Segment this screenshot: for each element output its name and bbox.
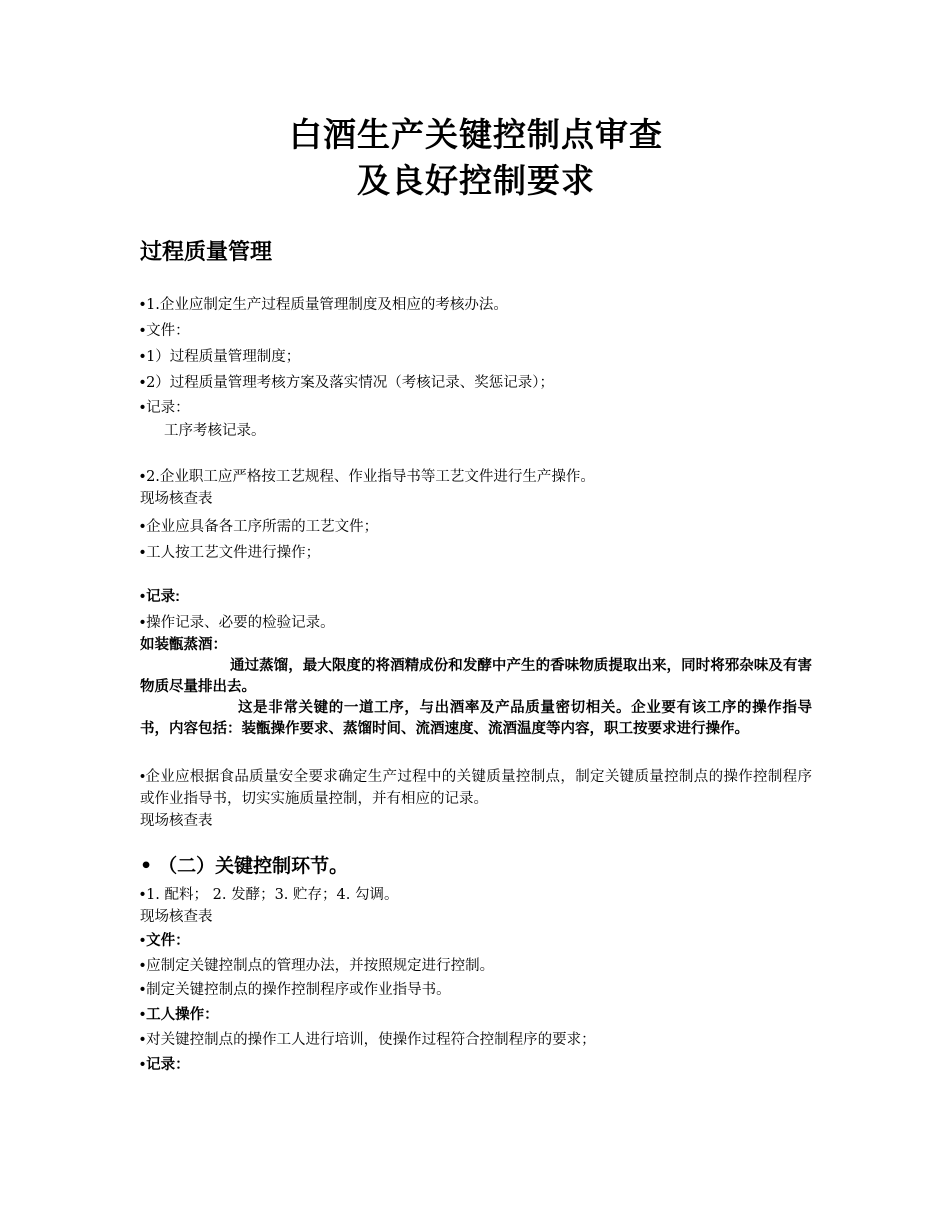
record-label: •记录:: [140, 589, 180, 605]
example-paragraph-1: 通过蒸馏，最大限度的将酒精成份和发酵中产生的香味物质提取出来，同时将邪杂味及有害物质尽量排出去。: [140, 658, 812, 695]
bullet-icon: •: [140, 887, 146, 903]
list-item: •1）过程质量管理制度；: [140, 349, 301, 365]
bullet-icon: •: [140, 323, 146, 339]
list-item: •工人按工艺文件进行操作；: [140, 545, 321, 561]
bullet-icon: •: [140, 469, 146, 485]
section-heading-key-control: • （二）关键控制环节。: [140, 855, 349, 877]
bullet-icon: •: [140, 1032, 146, 1048]
documents-label: •文件：: [140, 933, 190, 949]
list-item: •应制定关键控制点的管理办法，并按照规定进行控制。: [140, 958, 495, 974]
bullet-icon: •: [140, 589, 146, 605]
check-table-label: 现场核查表: [140, 491, 213, 507]
list-item: •企业应具备各工序所需的工艺文件；: [140, 519, 379, 535]
list-item: •1.企业应制定生产过程质量管理制度及相应的考核办法。: [140, 297, 508, 313]
bullet-icon: •: [140, 615, 146, 631]
document-page: [140, 112, 812, 1078]
bullet-icon: •: [140, 400, 146, 416]
list-item: •企业应根据食品质量安全要求确定生产过程中的关键质量控制点，制定关键质量控制点的操作控制程序或作业指导书，切实实施质量控制，并有相应的记录。: [140, 769, 812, 807]
list-item: •操作记录、必要的检验记录。: [140, 615, 335, 631]
bullet-icon: •: [140, 769, 146, 785]
section-heading-process-quality: 过程质量管理: [140, 240, 273, 265]
example-label: 如装甑蒸酒：: [140, 637, 227, 653]
title-line-1: 白酒生产关键控制点审查: [289, 115, 663, 154]
bullet-icon: •: [140, 982, 146, 998]
list-item: •2.企业职工应严格按工艺规程、作业指导书等工艺文件进行生产操作。: [140, 469, 595, 485]
list-item: •制定关键控制点的操作控制程序或作业指导书。: [140, 982, 451, 998]
bullet-icon: •: [140, 349, 146, 365]
document-title: [140, 112, 812, 204]
bullet-icon: •: [140, 375, 146, 391]
record-label: •记录：: [140, 1057, 190, 1073]
list-item: •2）过程质量管理考核方案及落实情况（考核记录、奖惩记录）；: [140, 375, 555, 391]
example-paragraph-2: 这是非常关键的一道工序，与出酒率及产品质量密切相关。企业要有该工序的操作指导书，内容包括：装甑操作要求、蒸馏时间、流酒速度、流酒温度等内容，职工按要求进行操作。: [140, 700, 812, 737]
check-table-label: 现场核查表: [140, 909, 213, 925]
bullet-icon: •: [140, 1057, 146, 1073]
list-item: •记录：: [140, 400, 190, 416]
bullet-icon: •: [140, 545, 146, 561]
bullet-icon: •: [140, 297, 146, 313]
worker-operation-label: •工人操作：: [140, 1007, 219, 1023]
bullet-icon: •: [140, 933, 146, 949]
check-table-label: 现场核查表: [140, 813, 213, 829]
bullet-icon: •: [140, 958, 146, 974]
list-item: •文件：: [140, 323, 190, 339]
bullet-icon: •: [140, 1007, 146, 1023]
list-item: •1. 配料； 2. 发酵；3. 贮存；4. 勾调。: [140, 887, 399, 903]
list-item: •对关键控制点的操作工人进行培训，使操作过程符合控制程序的要求；: [140, 1032, 596, 1048]
title-line-2: 及良好控制要求: [357, 161, 595, 200]
bullet-icon: •: [140, 855, 153, 877]
bullet-icon: •: [140, 519, 146, 535]
list-subitem: 工序考核记录。: [164, 423, 266, 439]
